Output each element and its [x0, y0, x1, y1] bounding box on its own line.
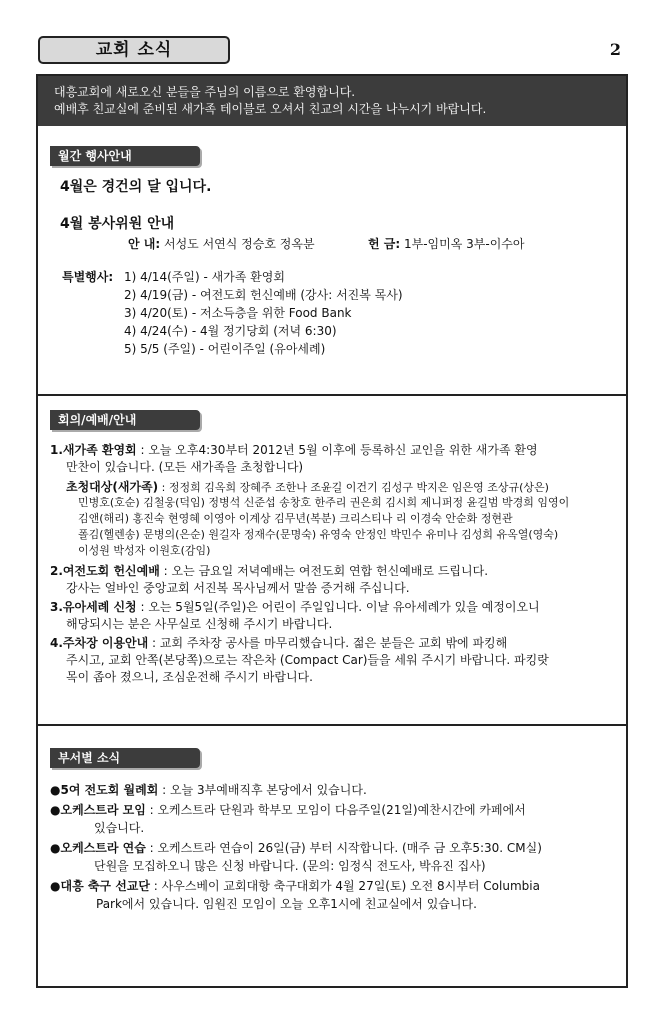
volunteer-title: 4월 봉사위원 안내	[60, 216, 175, 232]
meeting-item-2-cont: 강사는 얼바인 중앙교회 서진복 목사님께서 말씀 증거해 주십니다.	[66, 581, 410, 595]
dept-item-3	[50, 840, 542, 857]
section-divider	[38, 724, 626, 726]
events-label: 특별행사:	[62, 270, 114, 284]
section-label-meeting: 회의/예배/안내	[50, 410, 200, 430]
meeting-item-3-text: : 오는 5월5일(주일)은 어린이 주일입니다. 이날 유아세례가 있을 예정이오니	[136, 600, 540, 614]
page-number: 2	[609, 40, 621, 59]
meeting-item-2-text: : 오는 금요일 저녁예배는 여전도회 연합 헌신예배로 드립니다.	[159, 564, 489, 578]
dept-item-2-text: : 오케스트라 단원과 학부모 모임이 다음주일(21일)예찬시간에 카페에서	[145, 803, 526, 817]
meeting-item-1-text: : 오늘 오후4:30부터 2012년 5월 이후에 등록하신 교인을 위한 새가족 환영	[136, 443, 538, 457]
meeting-item-4-cont: 목이 좁아 졌으니, 조심운전해 주시기 바랍니다.	[66, 670, 313, 684]
page-header-title: 교회 소식	[38, 36, 230, 64]
usher-row	[128, 236, 315, 253]
meeting-item-2-title: 2.여전도회 헌신예배	[50, 564, 160, 578]
invitees-names: 폴김(헬렌송) 문병의(은순) 원길자 정재수(문명숙) 유영숙 안정인 박민수 유미나 김성희 유옥열(영숙)	[78, 528, 559, 541]
meeting-item-3	[50, 599, 540, 616]
meeting-item-3-title: 3.유아세례 신청	[50, 600, 137, 614]
meeting-item-4	[50, 635, 507, 652]
dept-item-1-text: : 오늘 3부예배직후 본당에서 있습니다.	[158, 783, 367, 797]
usher-label: 안 내:	[128, 237, 161, 251]
event-item: 5) 5/5 (주일) - 어린이주일 (유아세례)	[124, 342, 326, 356]
invitees-names: 민병호(호순) 김철웅(덕임) 정병석 신준섭 송창호 한주리 권은희 김시희 제니퍼정 윤길범 박경희 임영이	[78, 496, 570, 509]
dept-item-4-title: ●대흥 축구 선교단	[50, 879, 150, 893]
invitees-row	[66, 479, 549, 496]
meeting-item-1-cont: 만찬이 있습니다. (모든 새가족을 초청합니다)	[66, 460, 304, 474]
dept-item-2-cont: 있습니다.	[94, 821, 145, 835]
dept-item-2-title: ●오케스트라 모임	[50, 803, 146, 817]
welcome-line-2: 예배후 친교실에 준비된 새가족 테이블로 오셔서 친교의 시간을 나누시기 바랍니다.	[54, 102, 487, 116]
dept-item-4-cont: Park에서 있습니다. 임원진 모임이 오늘 오후1시에 친교실에서 있습니다.	[96, 897, 477, 911]
welcome-banner	[38, 76, 626, 126]
dept-item-4	[50, 878, 540, 895]
section-divider	[38, 394, 626, 396]
section-label-dept: 부서별 소식	[50, 748, 200, 768]
meeting-item-1-title: 1.새가족 환영회	[50, 443, 137, 457]
offering-row	[368, 236, 524, 253]
event-item: 4) 4/24(수) - 4월 정기당회 (저녁 6:30)	[124, 324, 337, 338]
dept-item-3-title: ●오케스트라 연습	[50, 841, 146, 855]
meeting-item-4-title: 4.주차장 이용안내	[50, 636, 149, 650]
dept-item-1	[50, 782, 367, 799]
event-item: 2) 4/19(금) - 여전도회 헌신예배 (강사: 서진복 목사)	[124, 288, 403, 302]
meeting-item-3-cont: 해당되시는 분은 사무실로 신청해 주시기 바랍니다.	[66, 617, 333, 631]
usher-names: 서성도 서연식 정승호 정옥분	[164, 237, 315, 251]
meeting-item-1	[50, 442, 538, 459]
dept-item-3-text: : 오케스트라 연습이 26일(금) 부터 시작합니다. (매주 금 오후5:30. CM실)	[145, 841, 542, 855]
invitees-label: 초청대상(새가족)	[66, 480, 159, 494]
dept-item-4-text: : 사우스베이 교회대항 축구대회가 4월 27일(토) 오전 8시부터 Columbia	[149, 879, 540, 893]
event-item: 1) 4/14(주일) - 새가족 환영회	[124, 270, 285, 284]
meeting-item-2	[50, 563, 488, 580]
section-label-monthly: 월간 행사안내	[50, 146, 200, 166]
invitees-names: 이성원 박성자 이원호(감임)	[78, 544, 211, 557]
invitees-names: : 정정희 김옥희 장혜주 조한나 조윤길 이건기 김성구 박지은 임은영 조상규(상은)	[158, 481, 549, 494]
invitees-names: 김앤(해리) 홍진숙 현영혜 이영아 이계상 김무년(복분) 크리스티나 리 이경숙 안순화 정현관	[78, 512, 513, 525]
event-item: 3) 4/20(토) - 저소득층을 위한 Food Bank	[124, 306, 352, 320]
offering-names: 1부-임미옥 3부-이수아	[404, 237, 525, 251]
content-frame	[36, 74, 628, 988]
dept-item-2	[50, 802, 526, 819]
dept-item-1-title: ●5여 전도회 월례회	[50, 783, 159, 797]
monthly-theme: 4월은 경건의 달 입니다.	[60, 179, 212, 195]
meeting-item-4-text: : 교회 주차장 공사를 마무리했습니다. 젊은 분들은 교회 밖에 파킹해	[148, 636, 508, 650]
offering-label: 헌 금:	[368, 237, 401, 251]
welcome-line-1: 대흥교회에 새로오신 분들을 주님의 이름으로 환영합니다.	[54, 85, 356, 99]
dept-item-3-cont: 단원을 모집하오니 많은 신청 바랍니다. (문의: 임정식 전도사, 박유진 집사)	[94, 859, 486, 873]
meeting-item-4-cont: 주시고, 교회 안쪽(본당쪽)으로는 작은차 (Compact Car)들을 세워 주시기 바랍니다. 파킹랏	[66, 653, 549, 667]
